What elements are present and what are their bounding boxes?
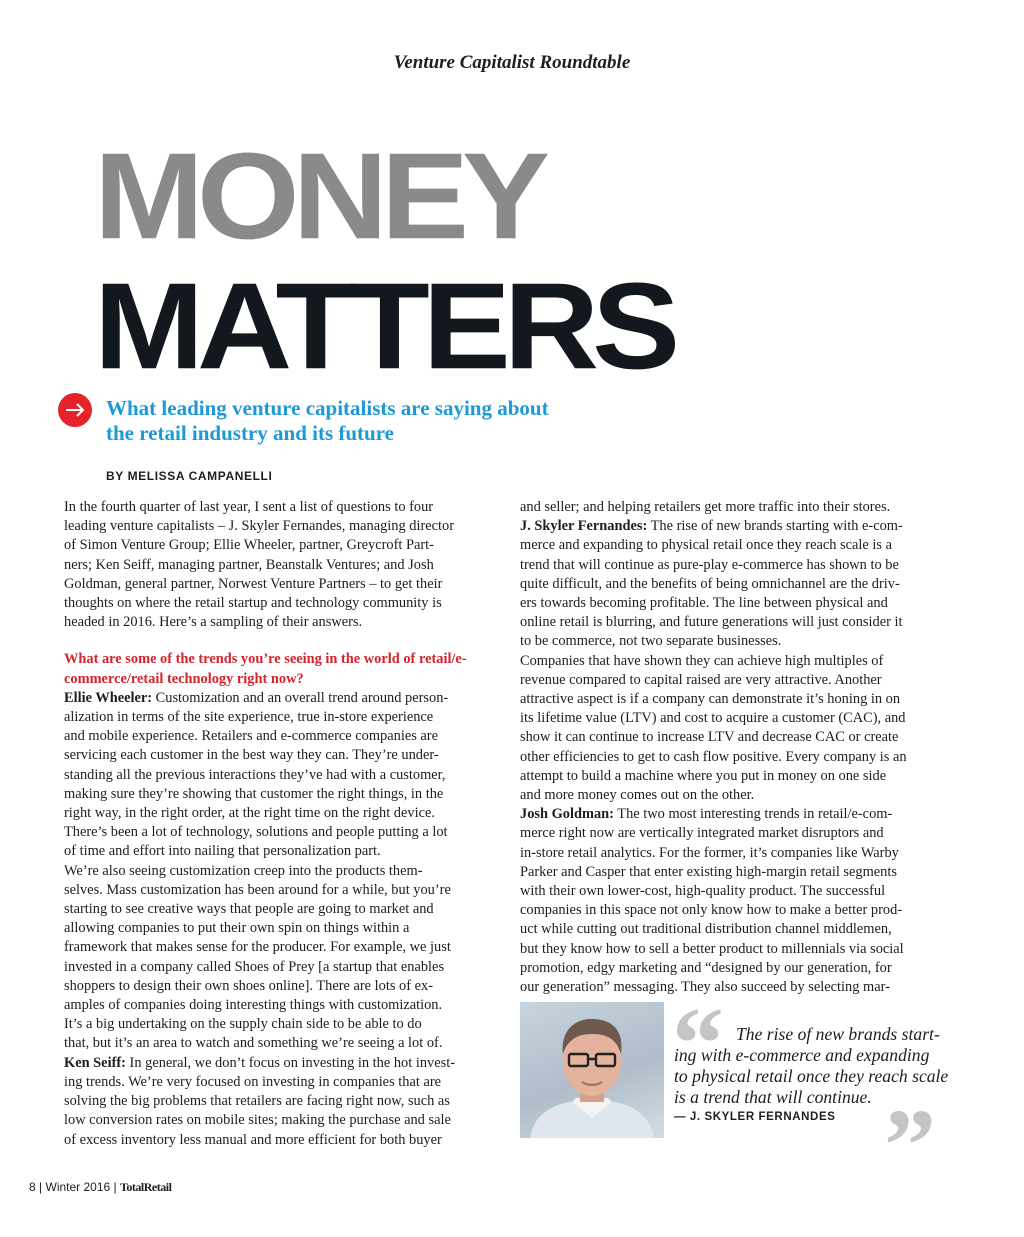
text-line: ners; Ken Seiff, managing partner, Beanstalk Ventures; and Josh <box>64 556 434 573</box>
answer-text: In general, we don’t focus on investing in the hot invest- <box>125 1054 456 1071</box>
text-line: online retail is blurring, and future generations will just consider it <box>520 614 903 631</box>
text-line: revenue compared to capital raised are very attractive. Another <box>520 671 882 688</box>
answer-text: Customization and an overall trend around person- <box>152 689 449 706</box>
text-line: its lifetime value (LTV) and cost to acquire a customer (CAC), and <box>520 710 906 727</box>
text-line: solving the big problems that retailers are facing right now, such as <box>64 1093 450 1110</box>
section-kicker: Venture Capitalist Roundtable <box>393 52 631 73</box>
text-line: low conversion rates on mobile sites; making the purchase and sale <box>64 1112 451 1129</box>
text-line: uct while cutting out traditional distribution channel middlemen, <box>520 921 892 938</box>
article-column-right <box>520 498 955 997</box>
byline: BY MELISSA CAMPANELLI <box>106 469 273 483</box>
pull-quote-line: is a trend that will continue. <box>674 1087 872 1107</box>
text-line: ers towards becoming profitable. The line between physical and <box>520 595 888 612</box>
text-line: Parker and Casper that enter existing high-margin retail segments <box>520 863 897 880</box>
answer-first-line <box>520 517 955 536</box>
text-line: In the fourth quarter of last year, I sent a list of questions to four <box>64 499 434 515</box>
text-line: attempt to build a machine where you put in money on one side <box>520 767 887 784</box>
text-line: There’s been a lot of technology, solutions and people putting a lot <box>64 824 448 841</box>
publication-logo: TotalRetail <box>120 1180 172 1194</box>
speaker-name: Ellie Wheeler: <box>64 689 153 706</box>
text-line: other efficiencies to get to cash flow positive. Every company is an <box>520 748 907 765</box>
text-line: show it can continue to increase LTV and decrease CAC or create <box>520 729 899 746</box>
text-line: starting to see creative ways that people are going to market and <box>64 901 434 918</box>
speaker-name: J. Skyler Fernandes: <box>520 518 648 535</box>
text-line: and seller; and helping retailers get more traffic into their stores. <box>520 499 891 515</box>
text-line: and more money comes out on the other. <box>520 787 755 804</box>
speaker-name: Josh Goldman: <box>520 806 614 823</box>
text-line: selves. Mass customization has been around for a while, but you’re <box>64 881 451 898</box>
issue-date: Winter 2016 <box>45 1180 111 1194</box>
text-line: right way, in the right order, at the right time on the right device. <box>64 805 435 822</box>
pull-quote <box>672 986 954 1203</box>
text-line: amples of companies doing interesting things with customization. <box>64 997 443 1014</box>
text-line: but they know how to sell a better product to millennials via social <box>520 940 904 957</box>
text-line: that, but it’s an area to watch and something we’re seeing a lot of. <box>64 1035 443 1052</box>
answer-text: The two most interesting trends in retail/e-com- <box>613 806 893 823</box>
text-line: allowing companies to put their own spin on things within a <box>64 920 410 937</box>
answer-first-line <box>64 689 499 708</box>
text-line: invested in a company called Shoes of Prey [a startup that enables <box>64 958 445 975</box>
text-line: merce and expanding to physical retail once they reach scale is a <box>520 537 892 554</box>
headline-line-1: MONEY <box>94 127 544 265</box>
page-footer <box>29 1180 171 1195</box>
paragraph-spacer <box>64 632 499 650</box>
text-line: companies in this space not only know how to make a better prod- <box>520 902 903 919</box>
article-column-left <box>64 498 499 1150</box>
question-line-2: commerce/retail technology right now? <box>64 670 304 687</box>
text-line: alization in terms of the site experience, true in-store experience <box>64 709 434 726</box>
text-line: leading venture capitalists – J. Skyler Fernandes, managing director <box>64 518 455 535</box>
text-line: It’s a big undertaking on the supply chain side to be able to do <box>64 1016 422 1033</box>
pull-quote-line: ing with e-commerce and expanding <box>674 1045 930 1065</box>
footer-separator: | <box>113 1180 117 1194</box>
text-line: standing all the previous interactions they’ve had with a customer, <box>64 766 446 783</box>
text-line: and mobile experience. Retailers and e-commerce companies are <box>64 728 438 745</box>
text-line: with their own lower-cost, high-quality product. The successful <box>520 883 886 900</box>
text-line: framework that makes sense for the producer. For example, we just <box>64 939 451 956</box>
text-line: shoppers to design their own shoes online]. There are lots of ex- <box>64 977 434 994</box>
question-line-1: What are some of the trends you’re seeing in the world of retail/e- <box>64 651 467 668</box>
pull-quote-text <box>674 1024 954 1108</box>
text-line: Companies that have shown they can achieve high multiples of <box>520 652 884 669</box>
subheadline <box>106 396 706 446</box>
text-line: making sure they’re showing that customer the right things, in the <box>64 785 444 802</box>
answer-text: The rise of new brands starting with e-com- <box>647 518 903 535</box>
text-line: We’re also seeing customization creep into the products them- <box>64 862 423 879</box>
headline-line-2: MATTERS <box>94 257 674 395</box>
text-line: of time and effort into nailing that personalization part. <box>64 843 381 860</box>
footer-separator: | <box>39 1180 43 1194</box>
page-number: 8 <box>29 1180 36 1194</box>
arrow-right-circle-icon <box>58 393 92 427</box>
text-line: our generation” messaging. They also succeed by selecting mar- <box>520 979 890 996</box>
portrait-photo <box>520 1002 664 1138</box>
text-line: of excess inventory less manual and more efficient for both buyer <box>64 1131 442 1148</box>
text-line: Goldman, general partner, Norwest Venture Partners – to get their <box>64 575 443 592</box>
text-line: in-store retail analytics. For the former, it’s companies like Warby <box>520 844 899 861</box>
subheadline-line-2: the retail industry and its future <box>106 421 394 445</box>
close-quote-mark-icon: ” <box>884 1088 936 1203</box>
answer-first-line <box>64 1054 499 1073</box>
text-line: trend that will continue as pure-play e-commerce has shown to be <box>520 556 899 573</box>
text-line: thoughts on where the retail startup and technology community is <box>64 595 442 612</box>
pull-quote-line: The rise of new brands start- <box>736 1024 940 1044</box>
open-quote-mark-icon: “ <box>672 986 724 1101</box>
speaker-name: Ken Seiff: <box>64 1054 126 1071</box>
pull-quote-line: to physical retail once they reach scale <box>674 1066 949 1086</box>
interview-question <box>64 650 499 688</box>
text-line: to be commerce, not two separate businesses. <box>520 633 782 650</box>
text-line: of Simon Venture Group; Ellie Wheeler, partner, Greycroft Part- <box>64 537 434 554</box>
text-line: attractive aspect is if a company can demonstrate it’s honing in on <box>520 691 901 708</box>
text-line: promotion, edgy marketing and “designed by our generation, for <box>520 959 892 976</box>
text-line: headed in 2016. Here’s a sampling of their answers. <box>64 614 363 631</box>
text-line: quite difficult, and the benefits of being omnichannel are the driv- <box>520 575 900 592</box>
answer-first-line <box>520 805 955 824</box>
pull-quote-attribution: — J. SKYLER FERNANDES <box>674 1111 836 1123</box>
text-line: ing trends. We’re very focused on investing in companies that are <box>64 1073 442 1090</box>
subheadline-line-1: What leading venture capitalists are saying about <box>106 396 549 420</box>
text-line: merce right now are vertically integrated market disruptors and <box>520 825 884 842</box>
intro-paragraph <box>64 498 499 632</box>
text-line: servicing each customer in the best way they can. They’re under- <box>64 747 439 764</box>
